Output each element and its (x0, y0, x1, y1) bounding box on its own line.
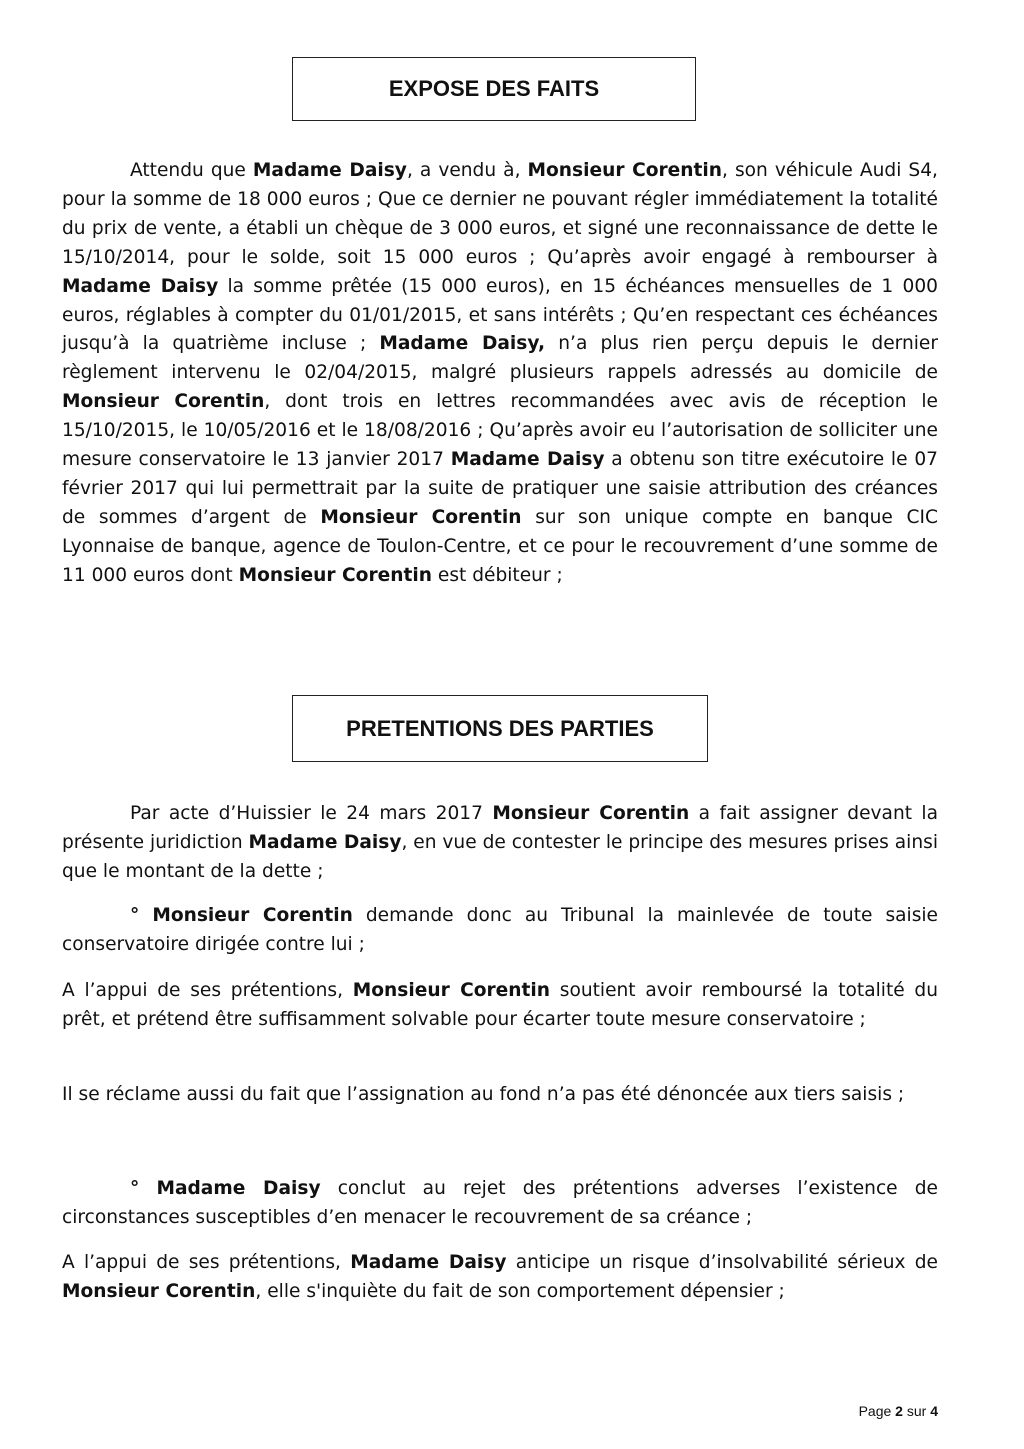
text: n’a plus rien perçu depuis le dernier règlement intervenu le 02/04/2015, malgré plusieurs rappels adressés au domicile de (62, 333, 939, 384)
party-name: Madame Daisy (156, 1178, 321, 1199)
text: la somme prêtée (15 000 euros), en 15 échéances mensuelles de 1 000 euros, réglables à compter du 01/01/2015, et sans intérêts ; Qu’en respectant ces échéances jusqu’à la quatrième incluse ; (62, 275, 938, 355)
section-title-expose-text: EXPOSE DES FAITS (388, 76, 600, 101)
party-name: Monsieur Corentin (352, 980, 551, 1001)
party-name: Monsieur Corentin (62, 391, 265, 413)
paragraph-reclame (62, 1081, 938, 1110)
paragraph-appui-daisy (62, 1249, 938, 1307)
page-current: 2 (895, 1403, 903, 1419)
party-name: Monsieur Corentin (238, 564, 432, 586)
section-title-pretentions-text: PRETENTIONS DES PARTIES (346, 715, 654, 741)
text: , son véhicule Audi S4, pour la somme de 18 000 euros ; Que ce dernier ne pouvant régler immédiatement la totalité du prix de vente, a établi un chèque de 3 000 euros, et signé une reconnaissance de dette le 15/10/2014, pour le solde, soit 15 000 euros ; Qu’après avoir engagé à rembourser à (62, 160, 938, 268)
text: , dont trois en lettres recommandées avec avis de réception le 15/10/2015, le 10/05/2016 et le 18/08/2016 ; Qu’après avoir eu l’autorisation de solliciter une mesure conservatoire le 13 janvier 2017 (62, 391, 938, 471)
paragraph-conclut-daisy (62, 1175, 938, 1233)
text: sur son unique compte en banque CIC Lyonnaise de banque, agence de Toulon-Centre, et ce pour le recouvrement d’une somme de 11 000 euros dont (62, 506, 938, 586)
text: a fait assigner devant la présente juridiction (62, 803, 938, 853)
party-name: Monsieur Corentin (527, 160, 723, 181)
party-name: Madame Daisy (248, 831, 402, 853)
paragraph-demande-corentin (62, 902, 938, 960)
text: , a vendu à, (406, 160, 528, 181)
paragraph-assignation (62, 800, 938, 887)
text: A l’appui de ses prétentions, (62, 1252, 351, 1273)
party-name: Madame Daisy, (379, 333, 546, 355)
paragraph-appui-corentin (62, 977, 938, 1035)
party-name: Monsieur Corentin (492, 803, 690, 824)
party-name: Monsieur Corentin (62, 1280, 256, 1302)
text: conclut au rejet des prétentions adverses l’existence de circonstances susceptibles d’en menacer le recouvrement de sa créance ; (62, 1178, 938, 1228)
text: demande donc au Tribunal la mainlevée de toute saisie conservatoire dirigée contre lui ; (62, 905, 938, 955)
page-label: Page (858, 1403, 896, 1419)
bullet-degree: ° (130, 1178, 140, 1199)
party-name: Madame Daisy (252, 160, 407, 181)
section-title-expose (292, 57, 696, 121)
text: a obtenu son titre exécutoire le 07 février 2017 qui lui permettrait par la suite de pratiquer une saisie attribution des créances de sommes d’argent de (62, 449, 938, 528)
text: Attendu que (130, 160, 253, 181)
text: Par acte d’Huissier le 24 mars 2017 (130, 803, 493, 824)
party-name: Madame Daisy (62, 275, 219, 297)
paragraph-expose (62, 157, 938, 591)
bullet-degree: ° (130, 905, 140, 926)
text: soutient avoir remboursé la totalité du prêt, et prétend être suffisamment solvable pour écarter toute mesure conservatoire ; (62, 980, 939, 1030)
page-separator: sur (902, 1403, 931, 1419)
page-total: 4 (930, 1403, 938, 1419)
page-number (859, 1403, 938, 1419)
text: anticipe un risque d’insolvabilité sérieux de (506, 1252, 938, 1273)
party-name: Monsieur Corentin (320, 506, 522, 528)
party-name: Madame Daisy (350, 1252, 507, 1273)
text: , en vue de contester le principe des mesures prises ainsi que le montant de la dette ; (62, 831, 938, 882)
text: , elle s'inquiète du fait de son comportement dépensier ; (255, 1280, 785, 1302)
text: Il se réclame aussi du fait que l’assignation au fond n’a pas été dénoncée aux tiers saisis ; (62, 1084, 905, 1105)
party-name: Madame Daisy (450, 449, 605, 471)
party-name: Monsieur Corentin (152, 905, 353, 926)
text: est débiteur ; (431, 564, 563, 586)
text: A l’appui de ses prétentions, (62, 980, 353, 1001)
section-title-pretentions (292, 695, 708, 762)
